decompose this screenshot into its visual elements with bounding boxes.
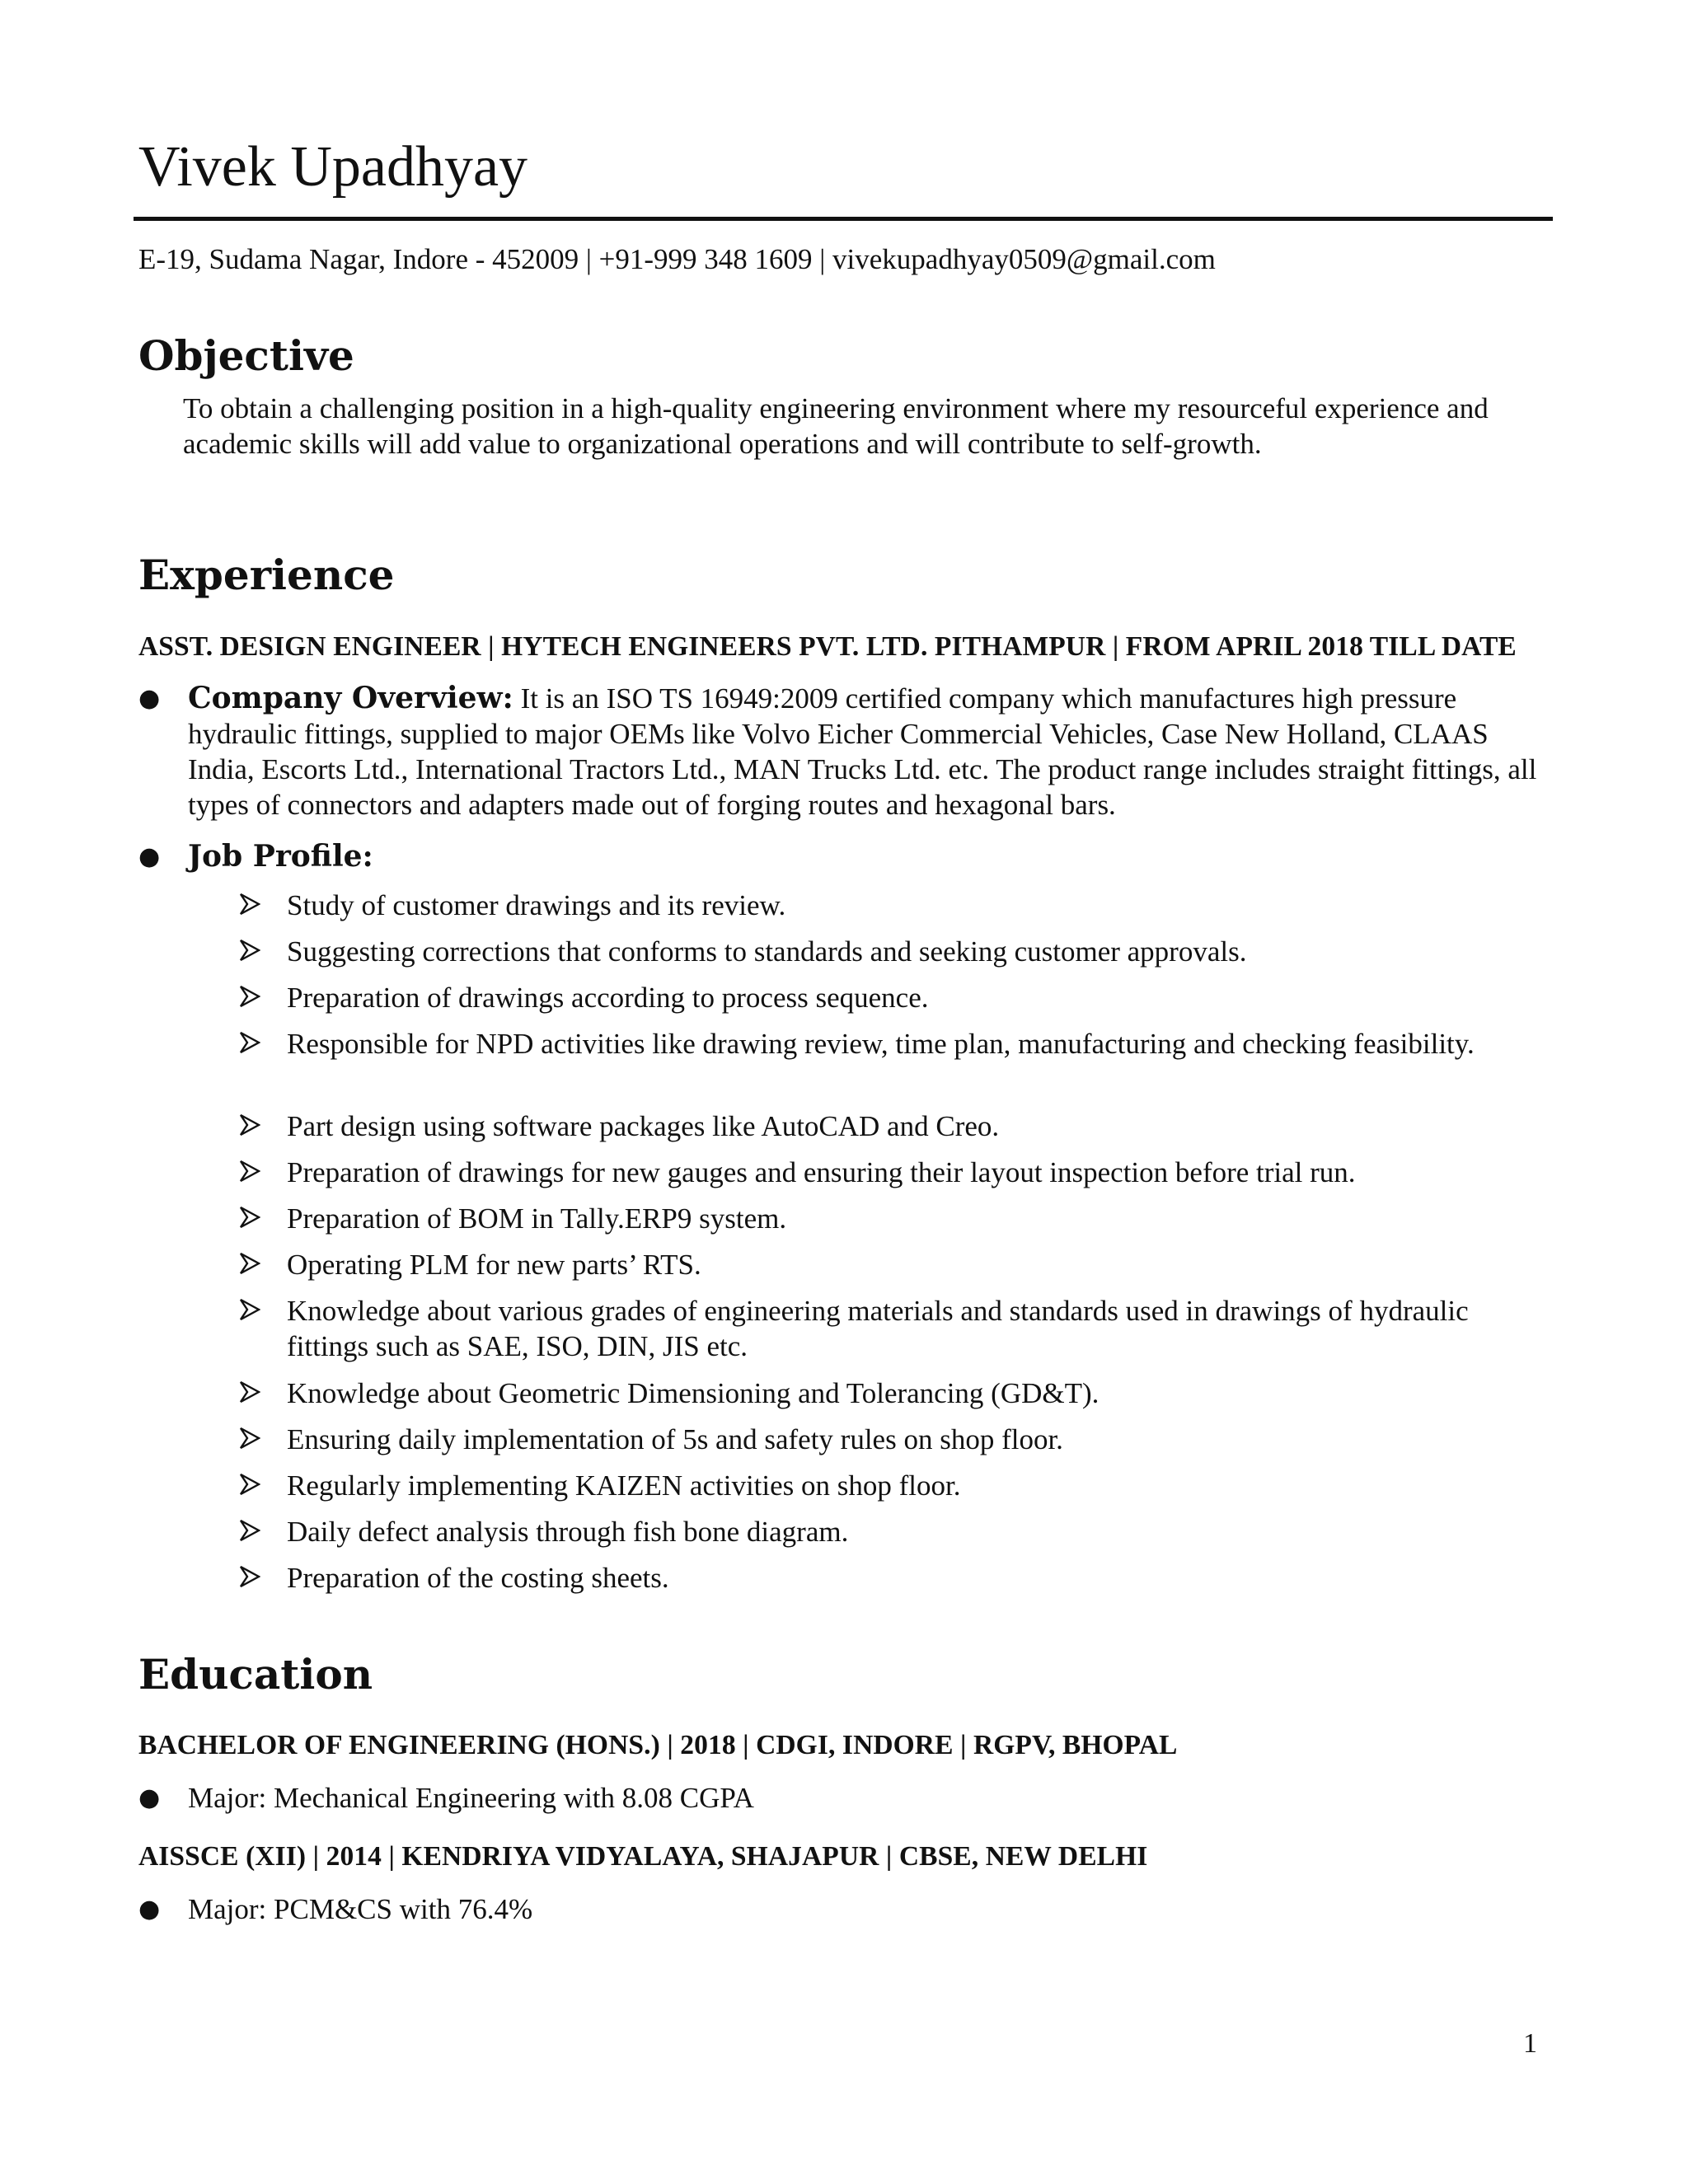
arrow-bullet-icon bbox=[239, 1519, 260, 1542]
job-profile-label: Job Profile: bbox=[188, 839, 373, 874]
arrow-bullet-icon bbox=[239, 1206, 260, 1229]
bullet-dot-icon: ● bbox=[138, 1895, 161, 1924]
job-item-text: Preparation of BOM in Tally.ERP9 system. bbox=[287, 1202, 787, 1235]
education-heading: Education bbox=[138, 1650, 373, 1699]
company-overview bbox=[188, 681, 1556, 823]
job-item-text: Knowledge about Geometric Dimensioning and Tolerancing (GD&T). bbox=[287, 1377, 1100, 1409]
arrow-bullet-icon bbox=[239, 1031, 260, 1054]
candidate-name: Vivek Upadhyay bbox=[138, 135, 528, 199]
job-item-text: Regularly implementing KAIZEN activities on shop floor. bbox=[287, 1469, 961, 1502]
arrow-bullet-icon bbox=[239, 1427, 260, 1450]
job-title-line: ASST. DESIGN ENGINEER | HYTECH ENGINEERS PVT. LTD. PITHAMPUR | FROM APRIL 2018 TILL DATE bbox=[138, 631, 1517, 662]
arrow-bullet-icon bbox=[239, 893, 260, 916]
company-overview-text: It is an ISO TS 16949:2009 certified company which manufactures high pressure hydraulic fittings, supplied to major OEMs like Volvo Eicher Commercial Vehicles, Case New Holland, CLAAS India, Escorts Ltd., International Tractors Ltd., MAN Trucks Ltd. etc. The product range includes straight fittings, all types of connectors and adapters made out of forging routes and hexagonal bars. bbox=[188, 682, 1537, 821]
experience-heading: Experience bbox=[138, 551, 395, 599]
contact-line: E-19, Sudama Nagar, Indore - 452009 | +91-999 348 1609 | vivekupadhyay0509@gmail.com bbox=[138, 243, 1216, 275]
arrow-bullet-icon bbox=[239, 1252, 260, 1275]
education-entry-title: AISSCE (XII) | 2014 | KENDRIYA VIDYALAYA, SHAJAPUR | CBSE, NEW DELHI bbox=[138, 1841, 1148, 1872]
job-item-text: Suggesting corrections that conforms to standards and seeking customer approvals. bbox=[287, 935, 1247, 968]
job-item-text: Knowledge about various grades of engineering materials and standards used in drawings of hydraulic fittings such as SAE, ISO, DIN, JIS etc. bbox=[287, 1295, 1469, 1362]
arrow-bullet-icon bbox=[239, 1565, 260, 1588]
job-item-text: Operating PLM for new parts’ RTS. bbox=[287, 1249, 701, 1281]
objective-text: To obtain a challenging position in a high-quality engineering environment where my resourceful experience and academic skills will add value to organizational operations and will contribute to self-growth. bbox=[183, 392, 1489, 460]
company-overview-label: Company Overview: bbox=[188, 681, 513, 715]
objective-heading: Objective bbox=[138, 331, 354, 380]
arrow-bullet-icon bbox=[239, 985, 260, 1008]
job-item-text: Ensuring daily implementation of 5s and safety rules on shop floor. bbox=[287, 1423, 1063, 1455]
job-profile-label-row bbox=[188, 839, 1556, 874]
job-item-text: Preparation of drawings for new gauges and ensuring their layout inspection before trial run. bbox=[287, 1156, 1356, 1188]
header-divider bbox=[134, 217, 1553, 221]
bullet-dot-icon: ● bbox=[138, 684, 161, 713]
bullet-dot-icon: ● bbox=[138, 1783, 161, 1812]
job-item-text: Daily defect analysis through fish bone diagram. bbox=[287, 1516, 849, 1548]
bullet-dot-icon: ● bbox=[138, 842, 161, 871]
arrow-bullet-icon bbox=[239, 1380, 260, 1404]
education-entry-detail: Major: PCM&CS with 76.4% bbox=[188, 1893, 533, 1925]
job-item-text: Preparation of the costing sheets. bbox=[287, 1562, 669, 1594]
job-item-text: Preparation of drawings according to process sequence. bbox=[287, 982, 929, 1014]
arrow-bullet-icon bbox=[239, 1160, 260, 1183]
arrow-bullet-icon bbox=[239, 1113, 260, 1137]
page-number: 1 bbox=[1523, 2028, 1537, 2059]
arrow-bullet-icon bbox=[239, 939, 260, 962]
arrow-bullet-icon bbox=[239, 1298, 260, 1321]
education-entry-title: BACHELOR OF ENGINEERING (HONS.) | 2018 | CDGI, INDORE | RGPV, BHOPAL bbox=[138, 1730, 1178, 1760]
education-entry-detail: Major: Mechanical Engineering with 8.08 CGPA bbox=[188, 1782, 754, 1814]
job-item-text: Study of customer drawings and its review. bbox=[287, 889, 786, 921]
arrow-bullet-icon bbox=[239, 1473, 260, 1496]
job-item-text: Part design using software packages like AutoCAD and Creo. bbox=[287, 1110, 1000, 1142]
job-item-text: Responsible for NPD activities like drawing review, time plan, manufacturing and checking feasibility. bbox=[287, 1028, 1475, 1060]
